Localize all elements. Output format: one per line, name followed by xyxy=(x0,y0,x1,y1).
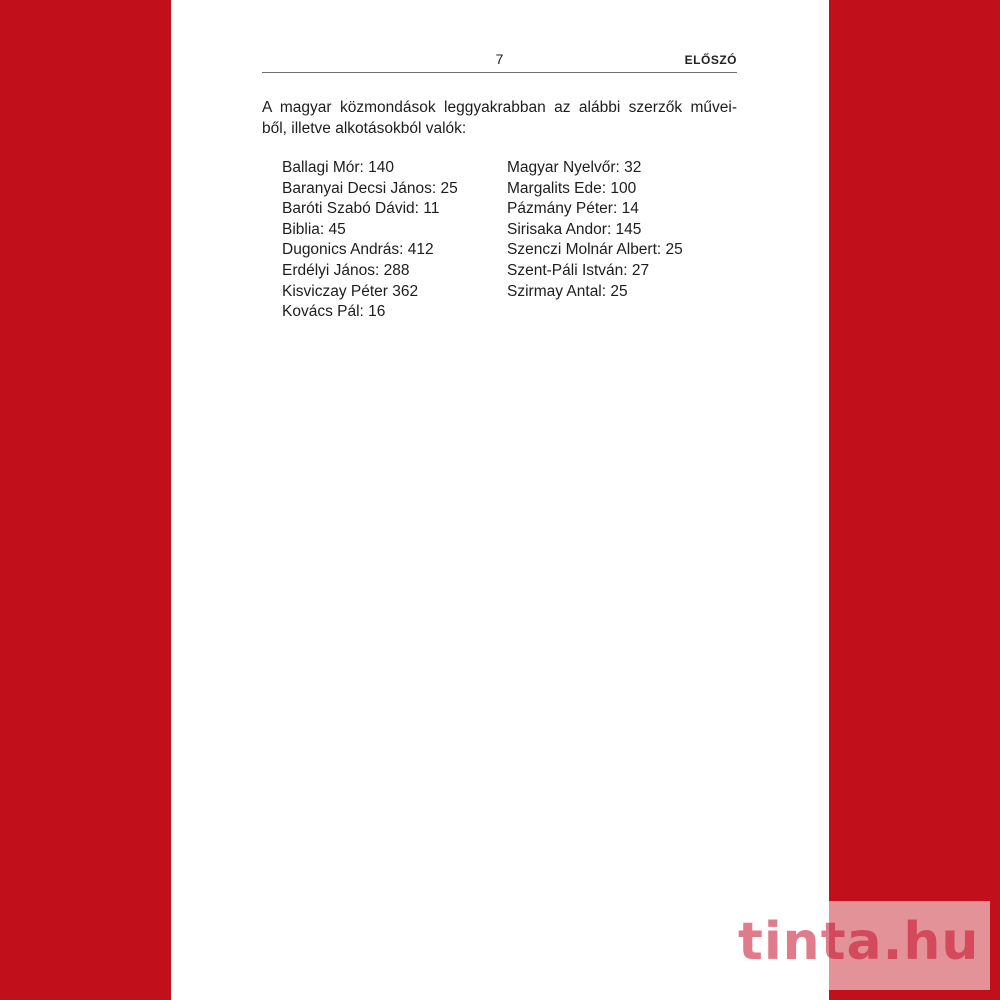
intro-line-2: ből, illetve alkotásokból valók: xyxy=(262,120,467,137)
list-item: Kovács Pál: 16 xyxy=(282,303,386,321)
running-head xyxy=(262,50,737,73)
list-item: Erdélyi János: 288 xyxy=(282,261,410,279)
list-item: Szent-Páli István: 27 xyxy=(507,261,650,279)
list-item: Szenczi Molnár Albert: 25 xyxy=(507,241,683,259)
list-item: Pázmány Péter: 14 xyxy=(507,200,639,218)
section-title: ELŐSZÓ xyxy=(684,53,737,67)
list-item: Szirmay Antal: 25 xyxy=(507,282,628,300)
intro-paragraph xyxy=(262,97,737,139)
list-item: Magyar Nyelvőr: 32 xyxy=(507,159,642,176)
author-list-left xyxy=(282,158,458,323)
page-number: 7 xyxy=(495,51,504,67)
list-item: Margalits Ede: 100 xyxy=(507,179,637,197)
list-item: Dugonics András: 412 xyxy=(282,241,434,259)
list-item: Ballagi Mór: 140 xyxy=(282,159,395,176)
watermark-logo: tinta.hu xyxy=(738,912,980,972)
book-page xyxy=(171,0,829,1000)
list-item: Biblia: 45 xyxy=(282,220,346,238)
list-item: Baranyai Decsi János: 25 xyxy=(282,179,458,197)
list-item: Kisviczay Péter 362 xyxy=(282,282,419,300)
author-list-right xyxy=(507,158,683,302)
list-item: Baróti Szabó Dávid: 11 xyxy=(282,200,440,218)
intro-line-1: A magyar közmondások leggyakrabban az alábbi szerzők művei- xyxy=(262,99,737,116)
list-item: Sirisaka Andor: 145 xyxy=(507,220,642,238)
